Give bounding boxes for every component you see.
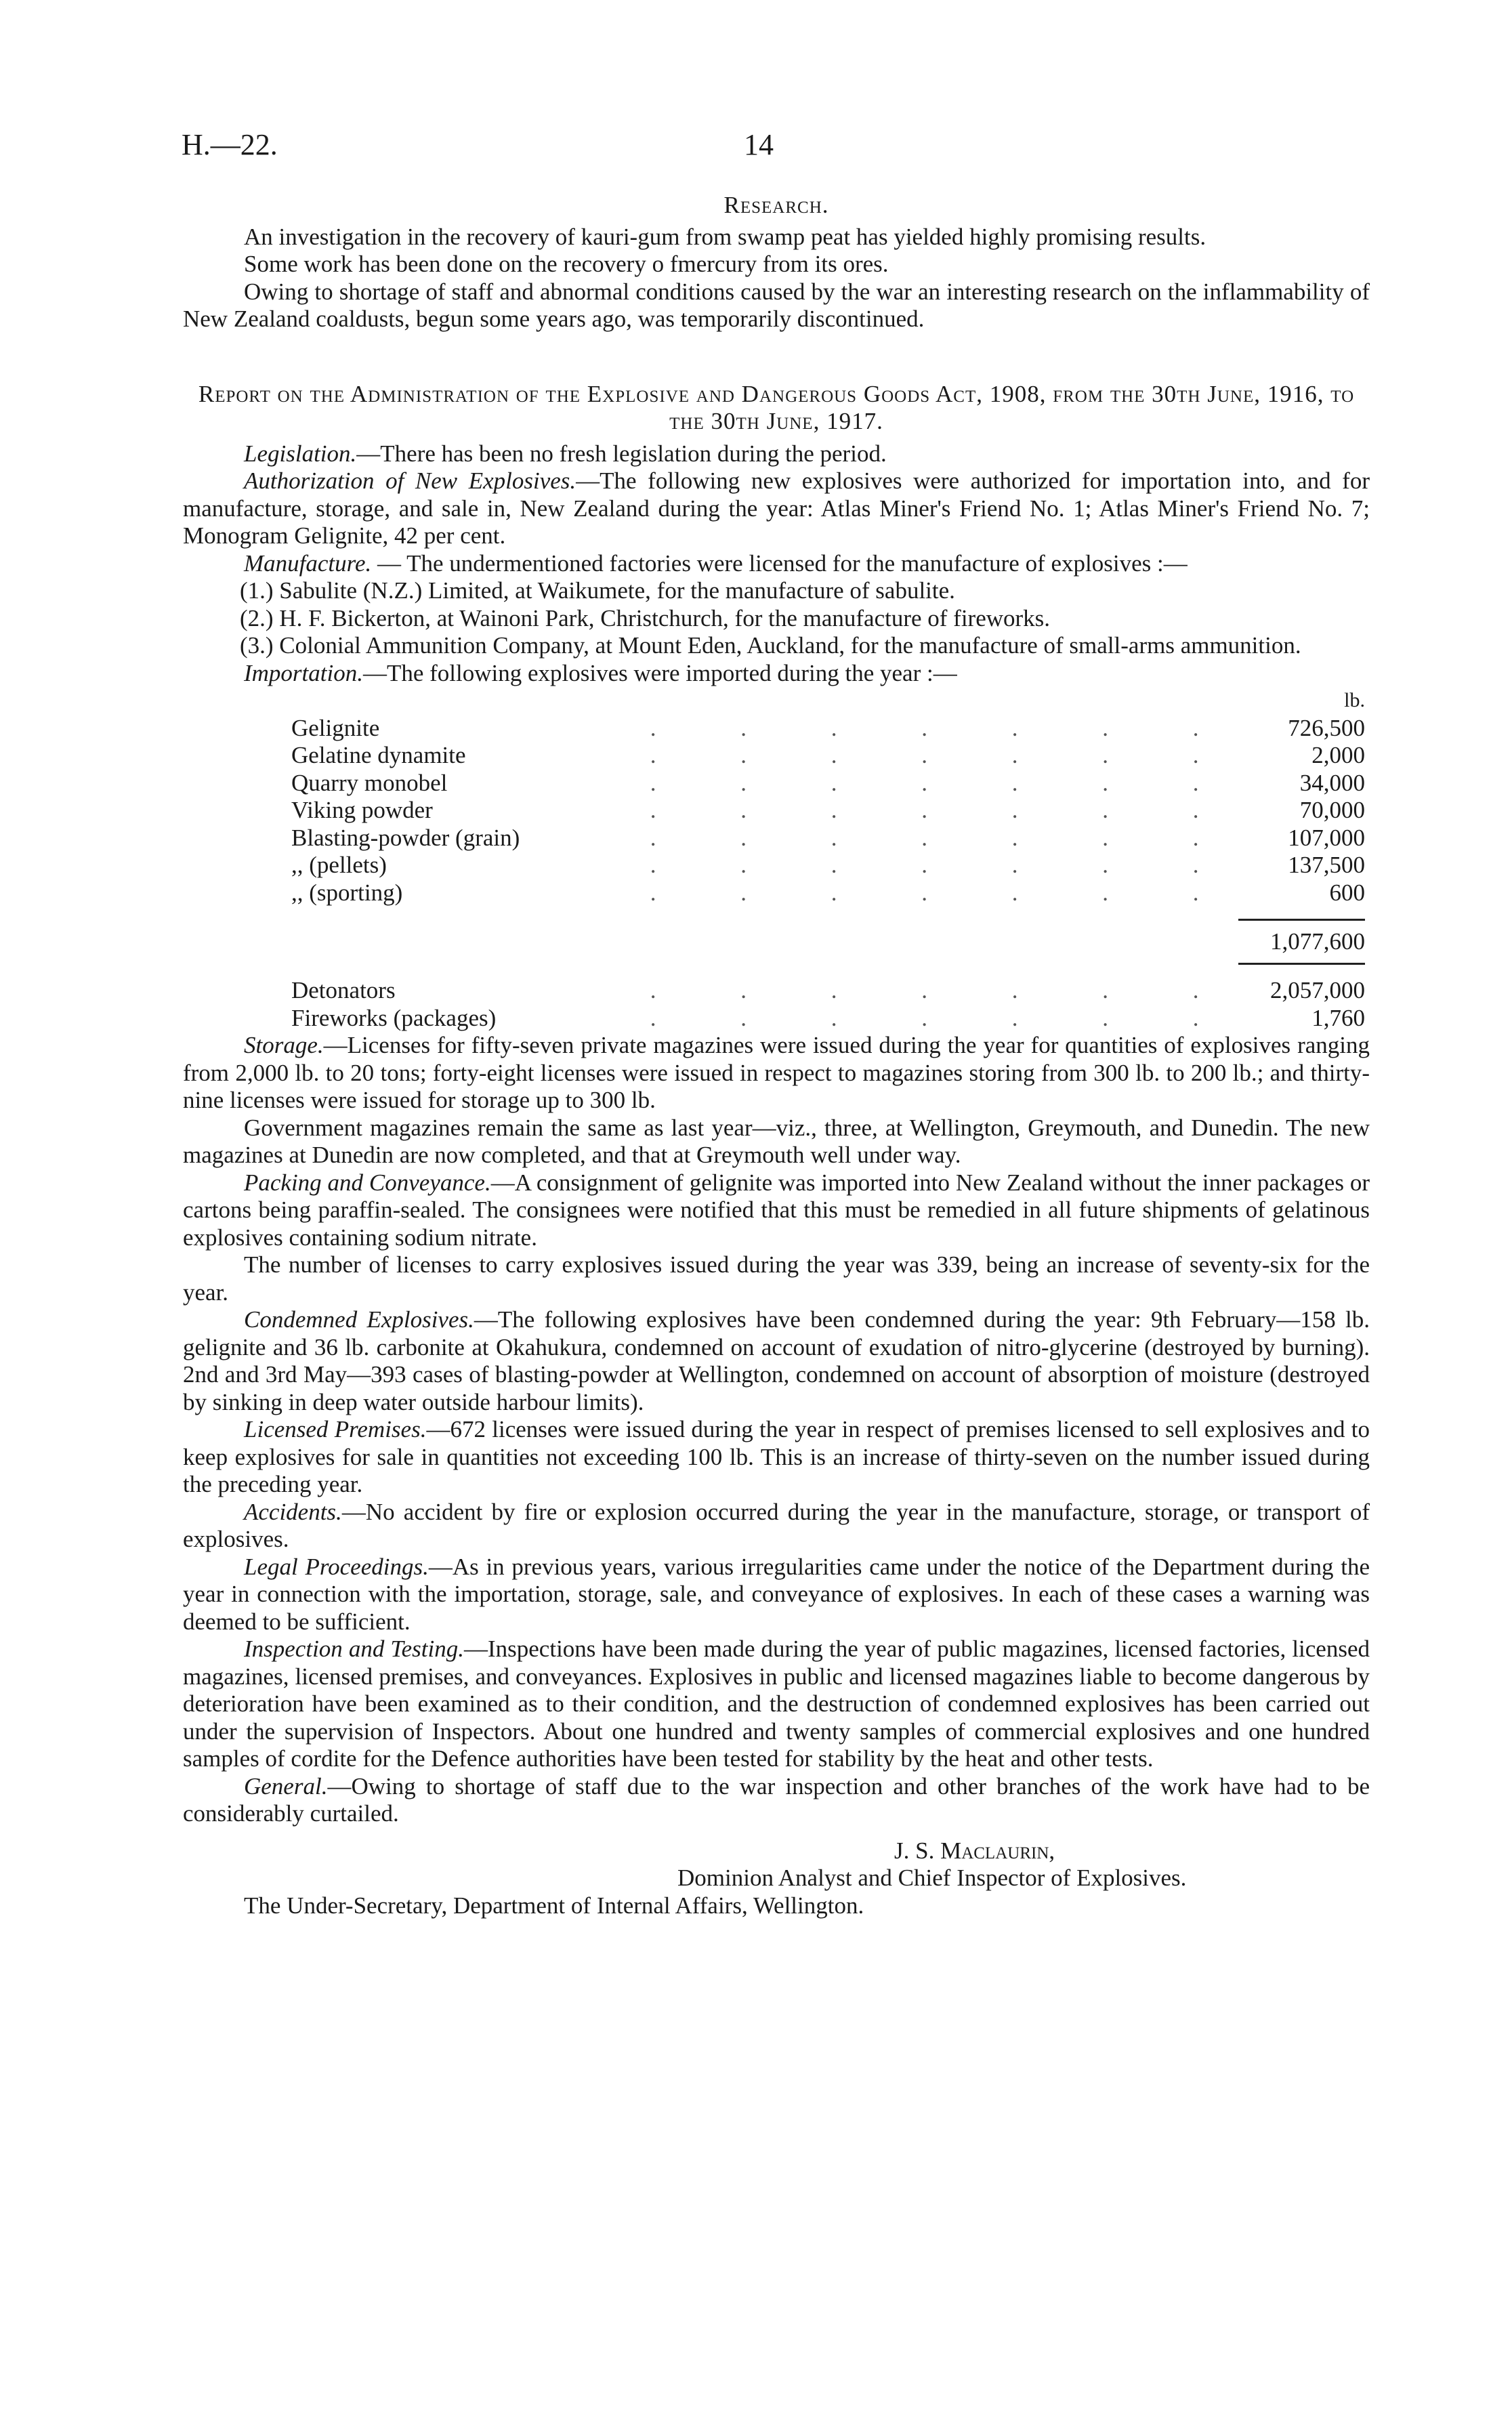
importation-paragraph (183, 660, 1370, 688)
leader-dots: . . . . . . . (650, 797, 1238, 823)
general-paragraph (183, 1773, 1370, 1828)
explosive-name: Blasting-powder (grain) (291, 824, 520, 851)
importation-label: Importation. (244, 659, 363, 686)
storage-label: Storage. (244, 1032, 324, 1058)
packing-text: —A consignment of gelignite was imported into New Zealand without the inner packages or cartons being paraffin-sealed. The consignees were notified that this must be remedied in all future shipments of gelatinous explosives containing sodium nitrate. (183, 1169, 1370, 1251)
storage-text: —Licenses for fifty-seven private magazines were issued during the year for quantities of explosives ranging from 2,000 lb. to 20 tons; forty-eight licenses were issued in respect to magazines storing from 300 lb. to 200 lb.; and thirty-nine licenses were issued for storage up to 300 lb. (183, 1032, 1370, 1113)
explosive-name: ,, (sporting) (291, 879, 403, 906)
table-row (291, 825, 1365, 852)
total-quantity: 1,077,600 (1238, 920, 1365, 964)
explosive-name: Gelignite (291, 714, 380, 741)
table-row (291, 879, 1365, 907)
packing-paragraph (183, 1169, 1370, 1252)
accidents-label: Accidents. (244, 1498, 342, 1525)
leader-dots: . . . . . . . (650, 742, 1238, 768)
explosive-quantity: 137,500 (1288, 852, 1365, 878)
authorization-text: —The following new explosives were authorized for importation into, and for manufacture, storage, and sale in, New Zealand during the year: Atlas Miner's Friend No. 1; Atlas Miner's Friend No. 7; Monogram Gelignite, 42 per cent. (183, 467, 1370, 549)
inspection-paragraph (183, 1636, 1370, 1773)
research-paragraph: Owing to shortage of staff and abnormal conditions caused by the war an interesting research on the inflammability of New Zealand coaldusts, begun some years ago, was temporarily discontinued. (183, 278, 1370, 332)
condemned-text: —The following explosives have been condemned during the year: 9th February—158 lb. gelignite and 36 lb. carbonite at Okahukura, condemned on account of exudation of nitro-glycerine (destroyed by burning). 2nd and 3rd May—393 cases of blasting-powder at Wellington, condemned on account of absorption of moisture (destroyed by sinking in deep water outside harbour limits). (183, 1306, 1370, 1415)
explosive-quantity: 2,057,000 (1270, 977, 1365, 1003)
research-section (183, 192, 1370, 333)
explosive-quantity: 70,000 (1299, 797, 1365, 823)
explosive-quantity: 2,000 (1311, 742, 1365, 768)
importation-table (291, 687, 1365, 1032)
table-row (291, 852, 1365, 879)
condemned-label: Condemned Explosives. (244, 1306, 474, 1333)
table-row (291, 797, 1365, 825)
manufacture-paragraph (183, 550, 1370, 578)
explosive-quantity: 34,000 (1299, 769, 1365, 796)
table-row (291, 715, 1365, 743)
legal-text: —As in previous years, various irregularities came under the notice of the Department during the year in connection with the importation, storage, sale, and conveyance of explosives. In each of these cases a warning was deemed to be sufficient. (183, 1553, 1370, 1635)
table-unit-row (291, 687, 1365, 715)
accidents-text: —No accident by fire or explosion occurred during the year in the manufacture, storage, or transport of explosives. (183, 1498, 1370, 1552)
table-row (291, 742, 1365, 770)
government-magazines-paragraph: Government magazines remain the same as last year—viz., three, at Wellington, Greymouth, and Dunedin. The new magazines at Dunedin are now completed, and that at Greymouth well under way. (183, 1114, 1370, 1168)
leader-dots: . . . . . . . (650, 824, 1238, 851)
report-section (183, 381, 1370, 1828)
factory-item: (3.) Colonial Ammunition Company, at Mount Eden, Auckland, for the manufacture of small-arms ammunition. (240, 632, 1301, 659)
explosive-quantity: 1,760 (1311, 1004, 1365, 1031)
general-text: —Owing to shortage of staff due to the war inspection and other branches of the work have had to be considerably curtailed. (183, 1772, 1370, 1827)
unit-label: lb. (1344, 689, 1365, 711)
inspection-text: —Inspections have been made during the year of public magazines, licensed factories, licensed magazines, licensed premises, and conveyances. Explosives in public and licensed magazines liable to become dangerous by deterioration have been examined as to their condition, and the destruction of condemned explosives has been carried out under the supervision of Inspectors. About one hundred and twenty samples of commercial explosives and one hundred samples of cordite for the Defence authorities have been tested for stability by the heat and other tests. (183, 1636, 1370, 1772)
table-row (291, 1005, 1365, 1033)
addressee: The Under-Secretary, Department of Internal Affairs, Wellington. (244, 1892, 864, 1919)
licenses-carry-paragraph: The number of licenses to carry explosives issued during the year was 339, being an increase of seventy-six for the year. (183, 1251, 1370, 1306)
explosive-name: Detonators (291, 977, 396, 1003)
document-body (183, 192, 1370, 1919)
packing-label: Packing and Conveyance. (244, 1169, 491, 1196)
leader-dots: . . . . . . . (650, 1004, 1238, 1031)
legal-paragraph (183, 1554, 1370, 1636)
legislation-text: —There has been no fresh legislation during the period. (356, 440, 887, 467)
factory-item: (2.) H. F. Bickerton, at Wainoni Park, Christchurch, for the manufacture of fireworks. (240, 604, 1051, 631)
authorization-label: Authorization of New Explosives. (244, 467, 576, 494)
page-number: 14 (744, 128, 774, 161)
storage-paragraph (183, 1032, 1370, 1115)
authorization-paragraph (183, 467, 1370, 550)
explosive-quantity: 107,000 (1288, 824, 1365, 851)
factory-list (183, 577, 1370, 660)
legislation-paragraph (183, 440, 1370, 468)
research-paragraph: An investigation in the recovery of kauri-gum from swamp peat has yielded highly promising results. (244, 223, 1206, 250)
signature-block (183, 1837, 1370, 1920)
report-heading: Report on the Administration of the Explosive and Dangerous Goods Act, 1908, from the 30th June, 1916, to the 30th June, 1917. (198, 380, 1355, 434)
table-row (291, 770, 1365, 797)
leader-dots: . . . . . . . (650, 714, 1238, 741)
explosive-quantity: 726,500 (1288, 714, 1365, 741)
legislation-label: Legislation. (244, 440, 357, 467)
general-label: General. (244, 1772, 328, 1800)
signatory-title: Dominion Analyst and Chief Inspector of Explosives. (677, 1865, 1187, 1891)
explosive-name: Fireworks (packages) (291, 1004, 497, 1031)
licensed-premises-paragraph (183, 1416, 1370, 1499)
explosive-name: Quarry monobel (291, 769, 448, 796)
factory-item: (1.) Sabulite (N.Z.) Limited, at Waikumete, for the manufacture of sabulite. (240, 577, 955, 604)
research-heading: Research. (723, 192, 829, 218)
legal-label: Legal Proceedings. (244, 1553, 429, 1580)
research-paragraph: Some work has been done on the recovery o fmercury from its ores. (244, 251, 889, 277)
signatory-name: J. S. Maclaurin, (894, 1837, 1055, 1864)
leader-dots: . . . . . . . (650, 769, 1238, 796)
condemned-paragraph (183, 1306, 1370, 1416)
manufacture-text: — The undermentioned factories were licensed for the manufacture of explosives :— (371, 549, 1188, 577)
explosive-name: Viking powder (291, 797, 433, 823)
document-reference: H.—22. (182, 128, 278, 161)
leader-dots: . . . . . . . (650, 977, 1238, 1003)
table-total-row (291, 920, 1365, 964)
explosive-quantity: 600 (1329, 879, 1365, 906)
licensed-text: —672 licenses were issued during the year in respect of premises licensed to sell explosives and to keep explosives for sale in quantities not exceeding 100 lb. This is an increase of thirty-seven on the number issued during the preceding year. (183, 1416, 1370, 1497)
accidents-paragraph (183, 1499, 1370, 1554)
inspection-label: Inspection and Testing. (244, 1636, 464, 1662)
leader-dots: . . . . . . . (650, 879, 1238, 906)
importation-text: —The following explosives were imported during the year :— (362, 659, 957, 686)
explosive-name: ,, (pellets) (291, 852, 387, 878)
manufacture-label: Manufacture. (244, 549, 372, 577)
licensed-label: Licensed Premises. (244, 1416, 427, 1442)
leader-dots: . . . . . . . (650, 852, 1238, 878)
explosive-name: Gelatine dynamite (291, 742, 466, 768)
table-row (291, 977, 1365, 1005)
